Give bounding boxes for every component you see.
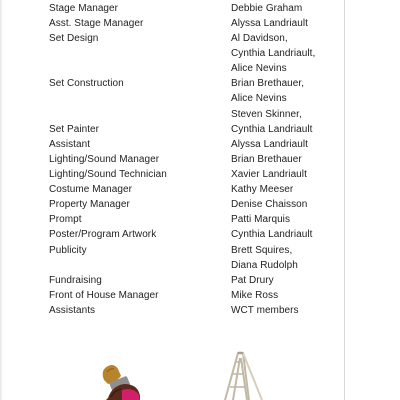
page-edge-shadow [0,0,3,400]
credit-name: Pat Drury [231,275,274,286]
credit-name: Cynthia Landriault [231,229,313,240]
role-label: Fundraising [49,275,102,286]
role-label: Lighting/Sound Manager [49,154,160,165]
credit-name: Brian Brethauer [231,154,302,165]
paintbrush-icon [103,365,140,400]
credit-name: Brett Squires, [231,245,293,256]
role-label: Poster/Program Artwork [49,229,157,240]
credit-name: Kathy Meeser [231,184,294,195]
role-label: Lighting/Sound Technician [49,169,167,180]
credit-name: Cynthia Landriault, [231,48,316,59]
role-label: Set Painter [49,124,100,135]
credit-name: Xavier Landriault [231,169,307,180]
credit-name: Alyssa Landriault [231,139,309,150]
role-label: Front of House Manager [49,290,159,301]
role-label: Publicity [49,245,87,256]
credit-name: Denise Chaisson [231,199,308,210]
role-label: Costume Manager [49,184,133,195]
credit-name: Mike Ross [231,290,279,301]
credit-name: WCT members [231,305,299,316]
role-label: Stage Manager [49,3,119,14]
role-label: Set Construction [49,78,124,89]
credit-name: Alyssa Landriault [231,18,309,29]
credit-name: Al Davidson, [231,33,288,44]
credit-name: Steven Skinner, [231,109,302,120]
credit-name: Alice Nevins [231,93,287,104]
role-label: Asst. Stage Manager [49,18,144,29]
credit-name: Cynthia Landriault [231,124,313,135]
role-label: Property Manager [49,199,130,210]
role-label: Set Design [49,33,99,44]
role-label: Prompt [49,214,82,225]
credit-name: Debbie Graham [231,3,303,14]
page-fold-line [344,0,345,400]
role-label: Assistant [49,139,91,150]
credit-name: Diana Rudolph [231,260,298,271]
credit-name: Alice Nevins [231,63,287,74]
role-label: Assistants [49,305,96,316]
credit-name: Brian Brethauer, [231,78,305,89]
credit-name: Patti Marquis [231,214,291,225]
ladder-icon [225,353,262,400]
